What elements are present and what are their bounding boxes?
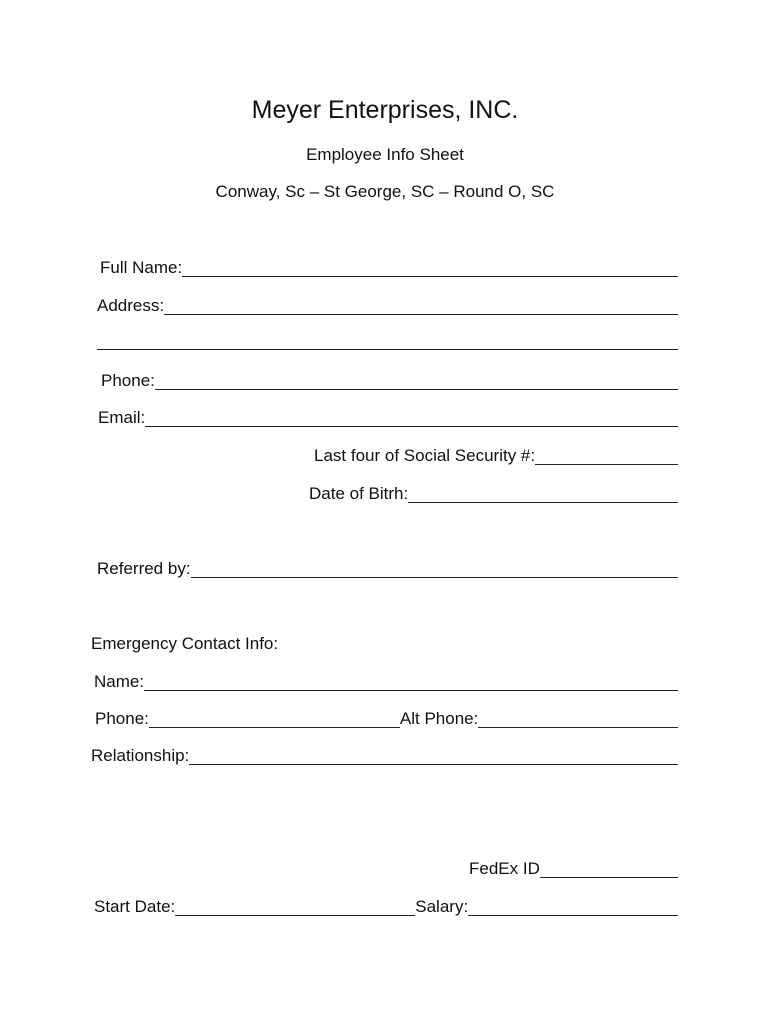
ssn-label: Last four of Social Security #: [314, 446, 536, 465]
alt-phone-line[interactable] [478, 711, 678, 728]
dob-field [309, 483, 678, 505]
email-field [98, 407, 678, 429]
address-label: Address: [97, 296, 165, 315]
emergency-name-field [94, 671, 678, 693]
emergency-heading: Emergency Contact Info: [91, 634, 279, 653]
emergency-name-label: Name: [94, 672, 145, 691]
form-title: Employee Info Sheet [306, 145, 464, 164]
address-line-2[interactable] [97, 333, 678, 350]
ssn-field [314, 445, 678, 467]
full-name-label: Full Name: [100, 258, 183, 277]
alt-phone-label: Alt Phone: [399, 709, 479, 728]
fedex-id-label: FedEx ID [469, 859, 540, 878]
emergency-phone-line[interactable] [149, 711, 400, 728]
salary-label: Salary: [415, 897, 469, 916]
ssn-line[interactable] [535, 448, 678, 465]
emergency-phone-field [95, 708, 678, 730]
company-title: Meyer Enterprises, INC. [251, 96, 519, 124]
phone-line[interactable] [155, 373, 678, 390]
full-name-field [100, 257, 678, 279]
fedex-id-field [469, 858, 678, 880]
emergency-phone-label: Phone: [95, 709, 149, 728]
referred-by-field [97, 558, 678, 580]
email-line[interactable] [145, 410, 678, 427]
start-date-label: Start Date: [94, 897, 176, 916]
email-label: Email: [98, 408, 146, 427]
start-date-line[interactable] [175, 899, 415, 916]
start-salary-field [94, 896, 678, 918]
emergency-name-line[interactable] [144, 674, 678, 691]
address-line[interactable] [164, 298, 678, 315]
full-name-line[interactable] [182, 260, 678, 277]
fedex-id-line[interactable] [540, 861, 678, 878]
salary-line[interactable] [468, 899, 678, 916]
relationship-label: Relationship: [91, 746, 190, 765]
relationship-line[interactable] [189, 748, 678, 765]
phone-label: Phone: [101, 371, 155, 390]
relationship-field [91, 745, 678, 767]
referred-by-line[interactable] [191, 561, 678, 578]
locations-line: Conway, Sc – St George, SC – Round O, SC [215, 182, 555, 201]
phone-field [101, 370, 678, 392]
referred-by-label: Referred by: [97, 559, 191, 578]
address-line-2-field [97, 333, 678, 352]
dob-line[interactable] [408, 486, 678, 503]
dob-label: Date of Bitrh: [309, 484, 409, 503]
address-field [97, 295, 678, 317]
